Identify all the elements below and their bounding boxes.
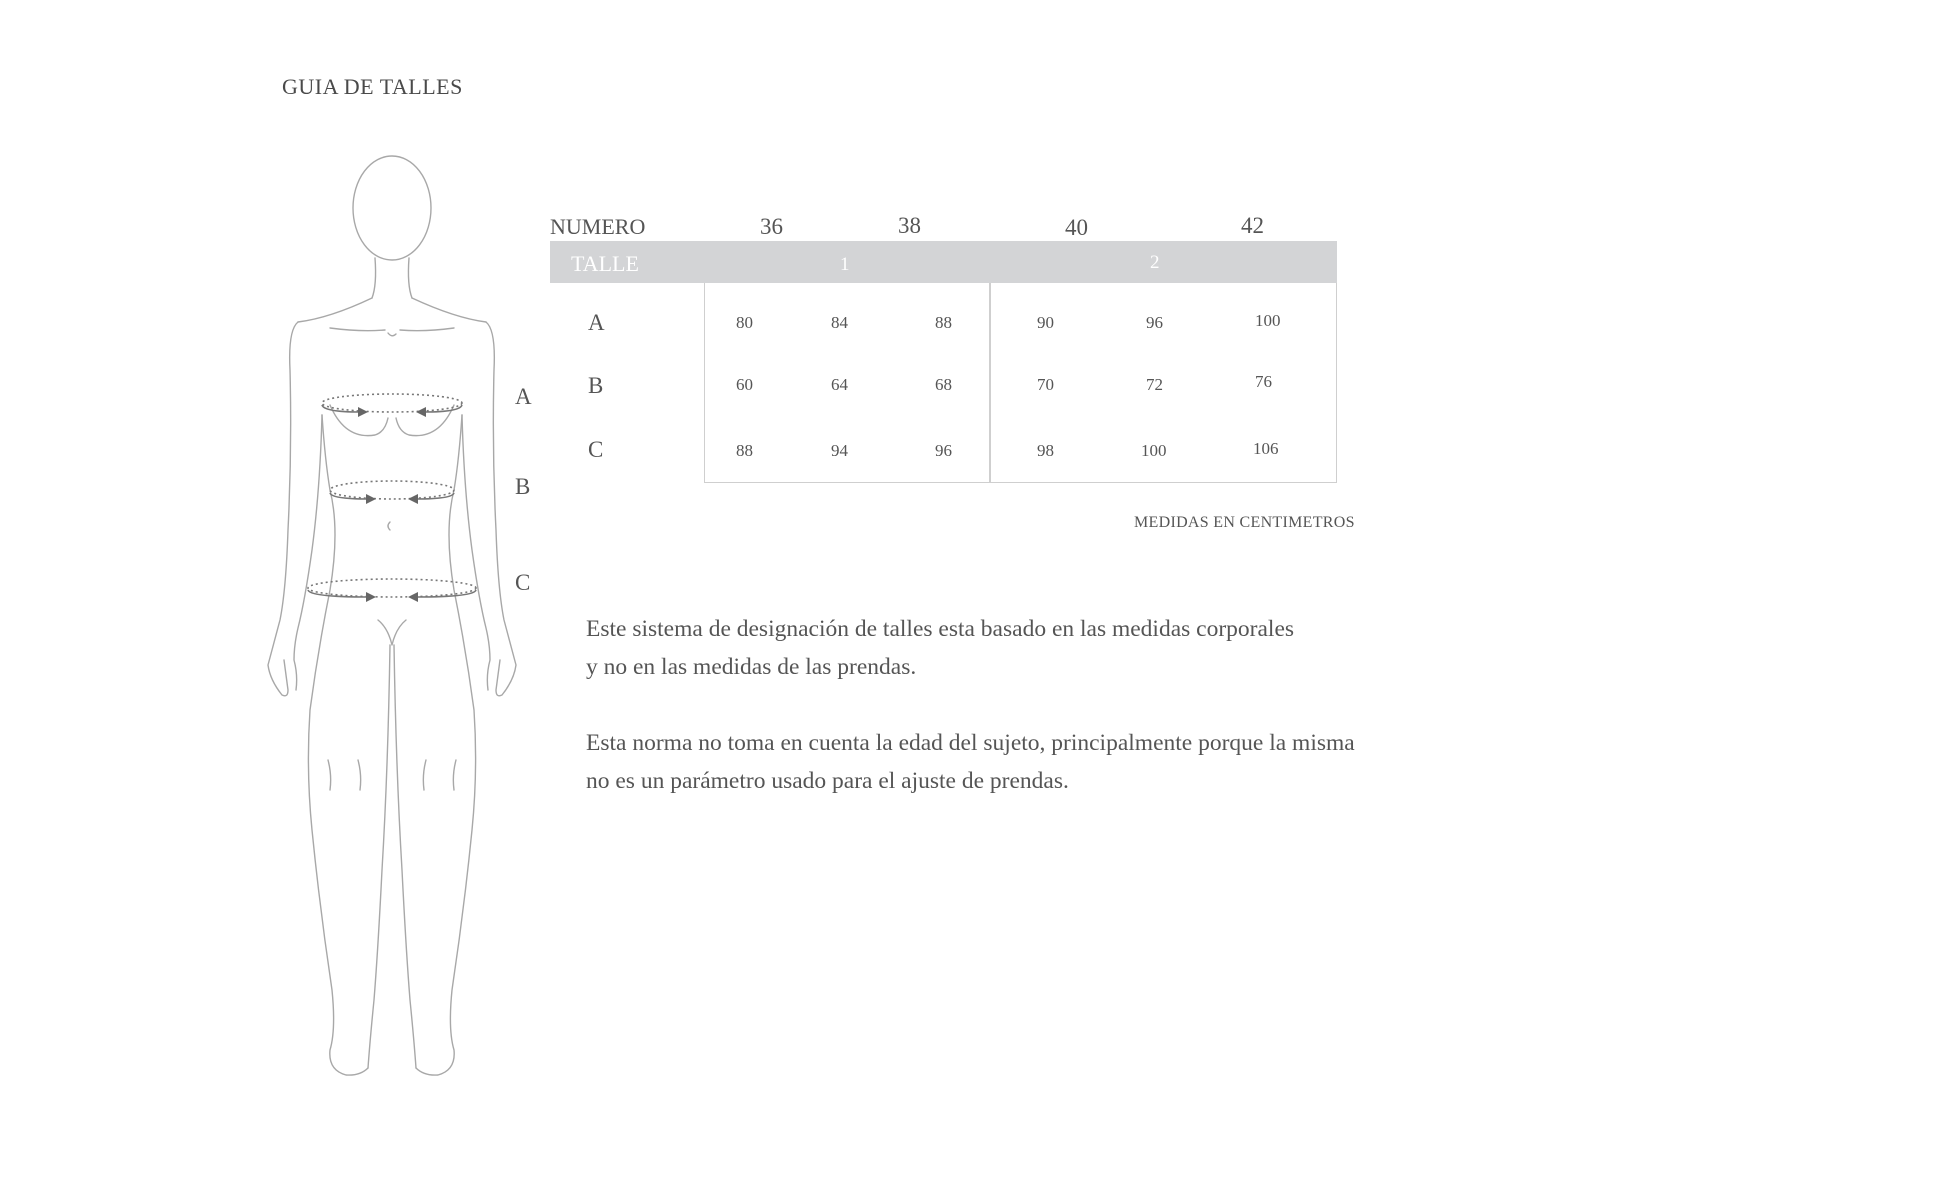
table-cell: 64 xyxy=(831,375,848,394)
numero-38: 38 xyxy=(898,213,921,238)
size-table-divider xyxy=(989,283,991,483)
table-cell: 76 xyxy=(1255,372,1272,391)
row-label-c: C xyxy=(588,437,604,462)
table-cell: 100 xyxy=(1141,441,1167,460)
table-cell: 88 xyxy=(736,441,753,460)
numero-40: 40 xyxy=(1065,215,1088,240)
paragraph-line: Esta norma no toma en cuenta la edad del sujeto, principalmente porque la misma xyxy=(586,730,1355,756)
table-cell: 84 xyxy=(831,313,848,332)
talle-header-bar xyxy=(550,241,1337,283)
figure-label-c: C xyxy=(515,570,531,595)
table-cell: 94 xyxy=(831,441,848,460)
description-paragraph-2 xyxy=(586,724,1355,800)
figure-label-b: B xyxy=(515,474,531,499)
row-label-a: A xyxy=(588,310,605,335)
paragraph-line: Este sistema de designación de talles esta basado en las medidas corporales xyxy=(586,616,1295,642)
numero-label: NUMERO xyxy=(550,214,646,239)
size-table-grid xyxy=(704,283,1337,483)
table-cell: 96 xyxy=(1146,313,1163,332)
talle-label: TALLE xyxy=(571,251,639,276)
table-cell: 60 xyxy=(736,375,753,394)
table-cell: 70 xyxy=(1037,375,1054,394)
talle-2: 2 xyxy=(1150,252,1160,273)
paragraph-line: no es un parámetro usado para el ajuste de prendas. xyxy=(586,768,1069,794)
paragraph-line: y no en las medidas de las prendas. xyxy=(586,654,917,680)
figure-label-a: A xyxy=(515,384,532,409)
body-figure-illustration xyxy=(250,150,540,1080)
table-cell: 100 xyxy=(1255,311,1281,330)
table-cell: 88 xyxy=(935,313,952,332)
table-cell: 72 xyxy=(1146,375,1163,394)
table-cell: 68 xyxy=(935,375,952,394)
row-label-b: B xyxy=(588,373,604,398)
talle-1: 1 xyxy=(840,254,850,275)
table-cell: 80 xyxy=(736,313,753,332)
table-cell: 106 xyxy=(1253,439,1279,458)
page-title: GUIA DE TALLES xyxy=(282,74,463,99)
table-cell: 98 xyxy=(1037,441,1054,460)
description-paragraph-1 xyxy=(586,610,1294,686)
units-note: MEDIDAS EN CENTIMETROS xyxy=(1134,514,1355,531)
table-cell: 90 xyxy=(1037,313,1054,332)
numero-36: 36 xyxy=(760,214,783,239)
numero-42: 42 xyxy=(1241,213,1264,238)
table-cell: 96 xyxy=(935,441,952,460)
